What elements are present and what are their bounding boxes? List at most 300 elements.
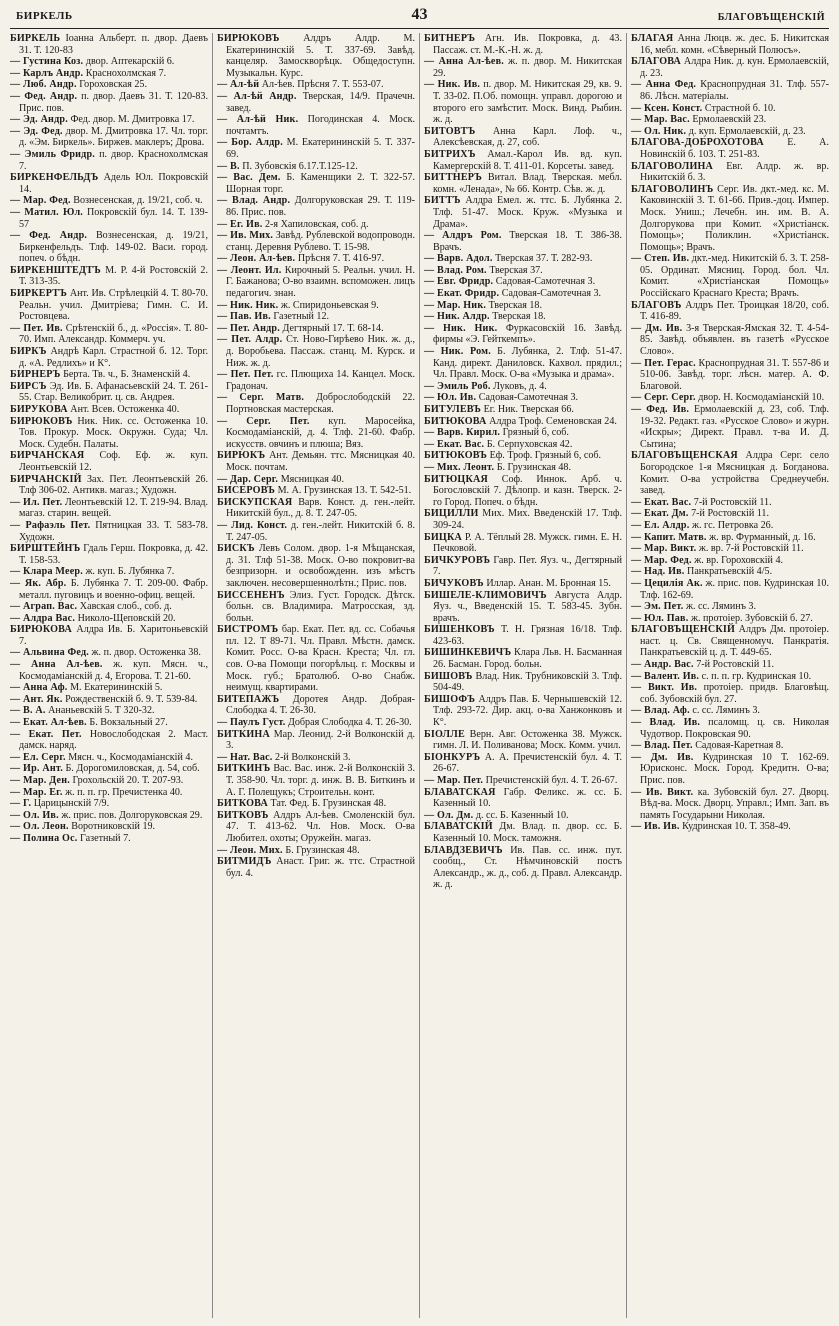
entry-name: БИТКОВЪ <box>217 809 269 821</box>
entry-name: БИТЮКОВЪ <box>424 450 488 462</box>
entry-name: — Аграп. Вас. <box>10 601 78 613</box>
entry-name: — В. А. <box>10 705 46 717</box>
entry-name: — Ег. Ив. <box>217 218 263 230</box>
column-4 <box>631 33 829 1318</box>
entry-details: Іоанна Альберт. п. двор. Даевъ 31. Т. 120-83 <box>19 33 208 56</box>
entry-name: — Екат. Пет. <box>10 728 82 740</box>
entry-details: М. Р. 4-й Ростовскій 2. Т. 313-35. <box>19 264 208 288</box>
entry-details: п. двор. М. Никитская 29, кв. 9. Т. 33-02. П.Об. помощн. управл. дорогою и второго его замѣстит. Моск. Винд. Рыбин. ж. д. <box>433 79 622 126</box>
entry-details: Гдаль Герш. Покровка, д. 42. Т. 158-53. <box>19 543 208 566</box>
header-right-guide-word: БЛАГОВЪЩЕНСКІЙ <box>717 12 825 23</box>
directory-entry <box>424 647 622 670</box>
entry-name: — Екат. Вас. <box>424 438 485 450</box>
entry-details: гс. Плющиха 14. Канцел. Моск. Градонач. <box>226 369 415 392</box>
entry-name: — Пет. Герас. <box>631 357 696 369</box>
directory-entry <box>217 520 415 543</box>
entry-details: ж. Спиридоньевская 9. <box>280 299 379 311</box>
entry-details: Алдръ Ал-ѣев. Смоленскій бул. 47. Т. 413-62. Чл. Нов. Моск. О-ва Любител. охоты; Оружейн. магаз. <box>226 809 415 844</box>
entry-details: Мар. Леонид. 2-й Волконскій д. 3. <box>226 728 415 752</box>
entry-name: — Ив. Мих. <box>217 230 274 242</box>
directory-entry <box>217 334 415 369</box>
directory-entry <box>631 508 829 520</box>
entry-details: Евг. Алдр. ж. вр. Никитскій б. 3. <box>640 160 829 184</box>
entry-details: Добрая Слободка 4. Т. 26-30. <box>287 717 412 729</box>
entry-details: Пречистенскій бул. 4. Т. 26-67. <box>485 775 618 786</box>
entry-name: БЛАГОВЪ <box>631 299 682 311</box>
directory-entry <box>217 485 415 497</box>
entry-details: Клара Льв. Н. Басманная 26. Басман. Город. больн. <box>433 647 622 671</box>
entry-details: ж. прис. пов. Кудринская 10. Тлф. 162-69. <box>640 577 829 601</box>
header-left-guide-word: БИРКЕЛЬ <box>16 10 73 22</box>
entry-name: БЛАГОВЪЩЕНСКІЙ <box>631 624 736 636</box>
entry-name: БИТКОВА <box>217 798 268 810</box>
entry-name: — Полина Ос. <box>10 832 78 844</box>
entry-details: п. двор. Даевъ 31. Т. 120-83. Прис. пов. <box>19 90 208 114</box>
entry-details: Алдра Серг. село Богородское 1-я Мясницкая д. Богданова. Комит. О-ва устройства Среднеучебн. завед. <box>640 450 829 497</box>
directory-entry <box>631 578 829 601</box>
entry-name: БІОНКУРЪ <box>424 751 481 763</box>
directory-entry <box>424 33 622 56</box>
entry-name: — Ал-ѣй <box>217 79 260 91</box>
entry-details: Адель Юл. Покровскій 14. <box>19 172 208 195</box>
directory-entry <box>10 601 208 613</box>
entry-name: БИТКИНЪ <box>217 763 271 775</box>
entry-name: — Влад. Ром. <box>424 264 487 276</box>
entry-name: — Эд. Фед. <box>10 125 63 137</box>
entry-details: Тверская 18. <box>492 311 546 323</box>
directory-entry <box>10 810 208 822</box>
directory-entry <box>10 833 208 845</box>
entry-details: Б. Серпуховская 42. <box>486 438 573 450</box>
directory-entry <box>631 358 829 393</box>
directory-entry <box>631 253 829 299</box>
directory-entry <box>10 79 208 91</box>
entry-details: Страстной б. 10. <box>704 102 776 114</box>
entry-name: — Эмиль Фридр. <box>10 148 95 160</box>
entry-name: — Юл. Пав. <box>631 612 689 624</box>
entry-details: Мясницкая 40. <box>280 473 345 485</box>
entry-details: ж. гс. Петровка 26. <box>692 519 774 531</box>
entry-name: БИСКЪ <box>217 543 255 555</box>
entry-name: БИРНЕРЪ <box>10 369 61 381</box>
entry-details: Пятницкая 33. Т. 583-78. Художн. <box>19 519 208 543</box>
directory-entry <box>10 126 208 149</box>
entry-details: Анна Люцв. ж. дес. Б. Никитская 16, мебл. комн. «Сѣверный Полюсъ». <box>640 33 829 56</box>
directory-entry <box>631 659 829 671</box>
directory-entry <box>10 647 208 659</box>
entry-details: Садовая-Самотечная 3. <box>501 288 602 300</box>
entry-name: БИСКУПСКАЯ <box>217 496 293 508</box>
directory-entry <box>631 543 829 555</box>
entry-name: — Карлъ Андр. <box>10 67 84 79</box>
entry-name: БЛАГОВА-ДОБРОХОТОВА <box>631 137 764 149</box>
entry-details: дкт.-мед. Никитскій б. 3. Т. 258-05. Ординат. Мясниц. Город. бол. Чл. Комит. «Христіанская Помощь» Россійскаго Краснаго Креста; Врачъ. <box>640 253 829 300</box>
directory-entry <box>217 172 415 195</box>
entry-name: БЛАВДЗЕВИЧЪ <box>424 844 503 856</box>
entry-name: — Фед. Андр. <box>10 230 88 242</box>
entry-name: — Ол. Леон. <box>10 821 69 833</box>
entry-name: — Варв. Кирил. <box>424 427 501 439</box>
entry-details: Б. Вокзальный 27. <box>89 717 168 729</box>
directory-entry <box>10 763 208 775</box>
directory-entry <box>217 416 415 451</box>
directory-entry <box>424 439 622 451</box>
entry-details: Варв. Конст. д. ген.-лейт. Никитскій бул., д. 8. Т. 247-05. <box>226 496 415 520</box>
entry-name: — Эмиль Роб. <box>424 380 491 392</box>
entry-details: Берта. Тв. ч., Б. Знаменскій 4. <box>63 369 191 381</box>
entry-name: — Екат. Фридр. <box>424 288 500 300</box>
directory-entry <box>631 705 829 717</box>
entry-details: Элиз. Густ. Городск. Дѣтск. больн. св. Владимира. Матросская, зд. больн. <box>226 589 415 624</box>
directory-entry <box>631 717 829 740</box>
entry-details: Б. Лубянка 7. Т. 209-00. Фабр. металл. пуговицъ и военно-офиц. вещей. <box>19 577 209 601</box>
entry-name: — Влад. Ив. <box>631 717 701 729</box>
directory-entry <box>424 172 622 195</box>
entry-name: — Мар. Фед. <box>10 195 71 207</box>
entry-details: Левъ Солом. двор. 1-я Мѣщанская, д. 31. Тлф 51-38. Моск. О-во покровит-ва безпризорн. и освобожденн. изъ мѣстъ заключен. несовершеннолѣтн.; Прис. пов. <box>226 543 415 589</box>
directory-entry <box>217 810 415 845</box>
directory-entry <box>217 543 415 589</box>
entry-name: — Екат. Вас. <box>631 496 692 508</box>
directory-entry <box>424 126 622 149</box>
entry-details: Вас. Вас. инж. 2-й Волконскій 3. Т. 358-90. Чл. торг. д. инж. В. В. Биткинъ и А. Г. Полещукъ; Строительн. конт. <box>226 763 416 798</box>
directory-entry <box>217 219 415 231</box>
entry-details: А. А. Пречистенскій бул. 4. Т. 26-67. <box>433 751 623 775</box>
entry-name: БЛАГОВЪЩЕНСКАЯ <box>631 450 738 462</box>
directory-entry <box>217 729 415 752</box>
directory-entry <box>10 265 208 288</box>
entry-name: — Мар. Ник. <box>424 299 487 311</box>
directory-entry <box>631 520 829 532</box>
entry-name: — Як. Абр. <box>10 577 67 589</box>
directory-entry <box>10 149 208 172</box>
entry-details: ж. п. двор. Остоженка 38. <box>91 647 201 659</box>
entry-details: Тверская 18. Т. 386-38. Врачъ. <box>433 230 622 253</box>
directory-entry <box>424 578 622 590</box>
entry-name: БЛАВАТСКАЯ <box>424 786 496 798</box>
entry-details: Тверская 18. <box>488 299 542 311</box>
entry-details: 3-я Тверская-Ямская 32. Т. 4-54-85. Завѣд. объявлен. въ газетѣ «Русское Слово». <box>640 322 829 358</box>
entry-details: 2-я Хапиловская, соб. д. <box>265 218 369 230</box>
directory-entry <box>631 566 829 578</box>
entry-details: Августа Алдр. Яуз. ч., Введенскій 15. Т. 583-45. Зубн. врачъ. <box>433 589 622 624</box>
entry-name: — В. <box>217 160 240 172</box>
directory-entry <box>217 253 415 265</box>
entry-name: БИЧКУРОВЪ <box>424 554 491 566</box>
directory-entry <box>217 624 415 694</box>
directory-entry <box>10 520 208 543</box>
entry-details: Газетный 7. <box>80 832 131 844</box>
directory-entry <box>10 230 208 265</box>
entry-name: БЛАВАТСКІЙ <box>424 821 493 833</box>
directory-entry <box>10 195 208 207</box>
directory-entry <box>217 265 415 300</box>
entry-details: д. ген.-лейт. Никитскій б. 8. Т. 247-05. <box>226 519 415 543</box>
entry-details: двор. Аптекарскій 6. <box>85 56 175 68</box>
directory-entry <box>424 300 622 312</box>
directory-entry <box>10 787 208 799</box>
entry-details: Анна Карл. Лоф. ч., Алексѣевская, д. 27, соб. <box>433 125 622 149</box>
entry-name: — Ник. Алдр. <box>424 311 490 323</box>
entry-details: Кирочный 5. Реальн. учил. Н. Г. Бажанова; О-во взаимн. вспоможен. лицъ педагогич. знан. <box>226 264 415 300</box>
entry-name: — Г. <box>10 798 32 810</box>
entry-name: БИЦИЛЛИ <box>424 508 479 520</box>
entry-details: Алдра Емел. ж. ттс. Б. Лубянка 2. Тлф. 51-47. Моск. Круж. «Музыка и Драма». <box>433 195 622 230</box>
directory-entry <box>217 752 415 764</box>
entry-details: Дегтярный 17. Т. 68-14. <box>282 322 384 334</box>
directory-entry <box>10 323 208 346</box>
directory-entry <box>631 126 829 138</box>
entry-details: Андрѣ Карл. Страстной б. 12. Торг. д. «А. Редлихъ» и К°. <box>19 346 208 369</box>
entry-name: БИРЧАНСКІЙ <box>10 473 82 485</box>
directory-entry <box>631 555 829 567</box>
entry-name: — Ник. Ник. <box>217 299 279 311</box>
entry-name: БИШОВЪ <box>424 670 473 682</box>
directory-entry <box>10 798 208 810</box>
entry-name: — Анна Аф. <box>10 682 68 694</box>
entry-name: — Ксен. Конст. <box>631 102 703 114</box>
entry-details: Еф. Троф. Грязный 6, соб. <box>489 450 602 462</box>
directory-entry <box>217 33 415 79</box>
directory-entry <box>217 137 415 160</box>
entry-name: — Анна Ал-ѣев. <box>424 56 504 68</box>
directory-entry <box>217 856 415 879</box>
directory-entry <box>631 624 829 659</box>
entry-name: — Ал-ѣй Ник. <box>217 114 299 126</box>
directory-entry <box>217 311 415 323</box>
entry-details: Ег. Ник. Тверская 66. <box>483 404 574 415</box>
entry-details: Алдра Ник. д. кун. Ермолаевскій, д. 23. <box>640 56 829 79</box>
directory-entry <box>217 195 415 218</box>
column-1 <box>10 33 213 1318</box>
directory-entry <box>424 450 622 462</box>
entry-name: — Матил. Юл. <box>10 206 84 218</box>
directory-entry <box>10 207 208 230</box>
entry-name: БИЦКА <box>424 531 462 543</box>
entry-name: БИТЮЦКАЯ <box>424 473 488 485</box>
entry-details: 7-й Ростовскій 11. <box>693 496 772 508</box>
entry-name: — Пет. Андр. <box>217 322 280 334</box>
entry-name: — Ил. Пет. <box>10 496 63 508</box>
entry-name: — Леон. Мих. <box>217 844 283 856</box>
entry-name: — Мар. Ден. <box>10 775 70 786</box>
directory-entry <box>424 810 622 822</box>
directory-entry <box>10 68 208 80</box>
entry-name: — Дар. Серг. <box>217 473 279 485</box>
entry-name: — Мар. Вас. <box>631 114 690 126</box>
entry-name: — Ел. Серг. <box>10 751 66 763</box>
entry-name: — Над. Ив. <box>631 566 685 578</box>
entry-name: — Эд. Андр. <box>10 114 68 126</box>
entry-name: БИШЕЛЕ-КЛИМОВИЧЪ <box>424 589 547 601</box>
entry-name: — Юл. Ив. <box>424 392 477 404</box>
directory-entry <box>10 404 208 416</box>
directory-entry <box>424 624 622 647</box>
directory-entry <box>10 821 208 833</box>
entry-details: Эд. Ив. Б. Афанасьевскій 24. Т. 261-55. Стар. Великобрит. ц. св. Андрея. <box>19 380 208 404</box>
entry-details: Ант. Демьян. ттс. Мясницкая 40. Моск. почтам. <box>226 450 415 473</box>
entry-name: БИРЮКОВЪ <box>10 415 73 427</box>
directory-entry <box>10 566 208 578</box>
directory-entry <box>424 265 622 277</box>
entry-details: Ананьевскій 5. Т 320-32. <box>48 705 155 717</box>
directory-entry <box>631 300 829 323</box>
entry-details: Верн. Авг. Остоженка 38. Мужск. гимн. Л. И. Поливанова; Моск. Комм. учил. <box>433 728 623 752</box>
entry-name: — Ел. Алдр. <box>631 519 690 531</box>
entry-name: — Паулъ Густ. <box>217 717 286 729</box>
directory-entry <box>424 195 622 230</box>
entry-name: БИССЕНЕНЪ <box>217 589 285 601</box>
entry-name: — Ник. Ник. <box>424 322 498 334</box>
entry-name: — Бор. Алдр. <box>217 137 283 149</box>
directory-entry <box>217 323 415 335</box>
directory-entry <box>424 462 622 474</box>
directory-entry <box>424 149 622 172</box>
directory-entry <box>424 276 622 288</box>
entry-name: БИТУЛЕВЪ <box>424 404 482 415</box>
entry-details: Завѣд. Рублевской водопроводн. станц. Деревня Рублево. Т. 15-98. <box>226 230 415 253</box>
entry-name: — Екат. Ал-ѣев. <box>10 717 87 729</box>
entry-details: Ермолаевскій д. 23, соб. Тлф. 19-32. Редакт. газ. «Русское Слово» и журн. «Искры»; Директ. Правл. т-ва И. Д. Сытина; <box>640 404 829 450</box>
entry-name: — Нат. Вас. <box>217 751 273 763</box>
entry-name: — Ник. Ром. <box>424 346 491 358</box>
entry-details: Анаст. Григ. ж. ттс. Страстной бул. 4. <box>226 856 415 879</box>
directory-entry <box>10 694 208 706</box>
entry-name: — Капит. Матв. <box>631 531 707 543</box>
entry-name: — Густина Коз. <box>10 56 84 68</box>
entry-details: двор. М. Дмитровка 17. Чл. торг. д. «Эм. Биркель». Биржев. маклеръ; Дрова. <box>19 125 209 149</box>
entry-name: БИШЕНКОВЪ <box>424 624 495 636</box>
entry-details: Агн. Ив. Покровка, д. 43. Пассаж. ст. М.-К.-Н. ж. д. <box>433 33 622 56</box>
directory-entry <box>10 172 208 195</box>
entry-details: двор. Н. Космодаміанскій 10. <box>698 392 825 404</box>
directory-entry <box>217 474 415 486</box>
entry-name: БИРКЪ <box>10 346 47 358</box>
entry-details: П. Зубовскія 6.17.Т.125-12. <box>242 160 358 172</box>
entry-name: — Викт. Ив. <box>631 682 698 694</box>
entry-name: — Клара Меер. <box>10 566 83 578</box>
entry-details: Доброслободскій 22. Портновская мастерская. <box>226 392 415 415</box>
entry-details: Алдръ Пет. Троицкая 18/20, соб. Т. 416-89. <box>640 299 829 323</box>
entry-details: 7-й Ростовскій 11. <box>691 508 769 520</box>
entry-details: Мих. Мих. Введенскій 17. Тлф. 309-24. <box>433 508 622 531</box>
directory-entry <box>217 763 415 798</box>
entry-details: Садовая-Самотечная 3. <box>495 276 596 288</box>
entry-name: — Влад. Андр. <box>217 195 291 207</box>
entry-details: Новослободская 2. Маст. дамск. наряд. <box>19 728 208 752</box>
entry-details: Царицынскій 7/9. <box>33 798 110 810</box>
entry-name: — Ол. Ник. <box>631 125 687 137</box>
directory-entry <box>424 821 622 844</box>
entry-details: ж. вр. 7-й Ростовскій 11. <box>698 543 804 555</box>
directory-entry <box>631 821 829 833</box>
entry-name: — Алдръ Ром. <box>424 230 502 242</box>
entry-name: — Анна Ал-ѣев. <box>10 659 103 671</box>
directory-entry <box>217 114 415 137</box>
directory-entry <box>424 311 622 323</box>
directory-entry <box>10 288 208 323</box>
directory-entry <box>217 497 415 520</box>
entry-name: БИТНЕРЪ <box>424 33 476 44</box>
entry-name: БЛАГАЯ <box>631 33 674 44</box>
entry-name: — Варв. Адол. <box>424 253 493 265</box>
directory-entry <box>424 845 622 891</box>
entry-details: Б. Грузинская 48. <box>285 844 360 856</box>
entry-name: — Ник. Ив. <box>424 79 481 91</box>
directory-entry <box>631 33 829 56</box>
directory-entry <box>10 578 208 601</box>
entry-name: — Пет. Алдр. <box>217 334 283 346</box>
entry-name: — Степ. Ив. <box>631 253 690 265</box>
entry-details: Грохольскій 20. Т. 207-93. <box>72 775 184 786</box>
entry-name: БИТТНЕРЪ <box>424 172 483 184</box>
directory-entry <box>424 392 622 404</box>
directory-entry <box>631 601 829 613</box>
entry-name: — Серг. Матв. <box>217 392 305 404</box>
entry-name: — Ир. Ант. <box>10 763 63 775</box>
entry-details: Зах. Пет. Леонтьевскій 26. Тлф 306-02. Антикв. магаз.; Художн. <box>19 473 208 497</box>
directory-entry <box>424 56 622 79</box>
entry-name: — Мар. Ег. <box>10 786 63 798</box>
entry-name: БИРЮКЪ <box>217 450 266 462</box>
entry-name: БИРУКОВА <box>10 404 68 415</box>
entry-name: БИРЮКОВА <box>10 624 72 636</box>
entry-details: Тверская 37. <box>489 264 543 276</box>
entry-name: — Ал-ѣй Андр. <box>217 90 297 102</box>
directory-entry <box>631 497 829 509</box>
directory-entry <box>424 416 622 428</box>
directory-entry <box>217 392 415 415</box>
entry-details: Алдръ Дм. протоіер. наст. ц. Св. Священномуч. Панкратія. Панкратьевскій ц. д. Т. 449-65. <box>640 624 829 659</box>
directory-entry <box>424 729 622 752</box>
directory-entry <box>631 671 829 683</box>
directory-entry <box>424 694 622 729</box>
entry-name: БИТМИДЪ <box>217 856 272 868</box>
entry-details: Б. Каменщики 2. Т. 322-57. Шорная торг. <box>226 172 416 195</box>
entry-details: Ант. Ив. Стрѣлецкій 4. Т. 80-70. Реальн. учил. Дмитріева; Гимн. С. И. Ростовцева. <box>19 288 208 323</box>
entry-name: — Мар. Пет. <box>424 775 484 786</box>
entry-details: Долгоруковская 29. Т. 119-86. Прис. пов. <box>226 195 415 218</box>
page-number: 43 <box>411 6 428 23</box>
entry-details: Дм. Влад. п. двор. сс. Б. Казенный 10. Моск. таможня. <box>433 821 622 844</box>
directory-entry <box>217 845 415 857</box>
entry-name: — Мар. Фед. <box>631 554 692 566</box>
entry-details: Краснохолмская 7. <box>85 67 167 79</box>
directory-entry <box>10 114 208 126</box>
entry-details: протоіер. придв. Благовѣщ. соб. Зубовскій бул. 27. <box>640 682 829 705</box>
entry-details: Николо-Щеповскій 20. <box>77 612 176 624</box>
entry-details: Б. Лубянка, 2. Тлф. 51-47. Канд. директ. Даниловск. Кахвол. прядил.; Чл. Правл. Моск. О-ва «Музыка и драма». <box>433 346 623 381</box>
entry-details: ж. вр. Гороховскій 4. <box>694 554 784 566</box>
entry-details: ж. куп. Мясн. ч., Космодаміанскій д. 4, Егорова. Т. 21-60. <box>19 659 209 682</box>
directory-entry <box>424 346 622 381</box>
directory-entry <box>424 253 622 265</box>
entry-details: Ермолаевскій 23. <box>692 114 767 126</box>
entry-name: — Пет. Пет. <box>217 369 274 381</box>
entry-details: Кудринская 10 Т. 162-69. Юрисконс. Моск. Город. Кредитн. О-ва; Прис. пов. <box>640 751 829 786</box>
entry-details: Прѣсня 7. Т. 416-97. <box>297 253 385 265</box>
directory-entry <box>217 300 415 312</box>
directory-entry <box>424 288 622 300</box>
directory-entry <box>631 161 829 184</box>
entry-details: Влад. Ник. Трубниковскій 3. Тлф. 504-49. <box>433 670 622 694</box>
entry-name: БИРКЕНФЕЛЬДЪ <box>10 172 99 184</box>
directory-entry <box>217 91 415 114</box>
entry-details: Габр. Феликс. ж. сс. Б. Казенный 10. <box>433 786 622 810</box>
entry-name: — Ив. Викт. <box>631 786 694 798</box>
entry-details: Б. Дорогомиловская, д. 54, соб. <box>65 763 200 775</box>
directory-entry <box>424 532 622 555</box>
